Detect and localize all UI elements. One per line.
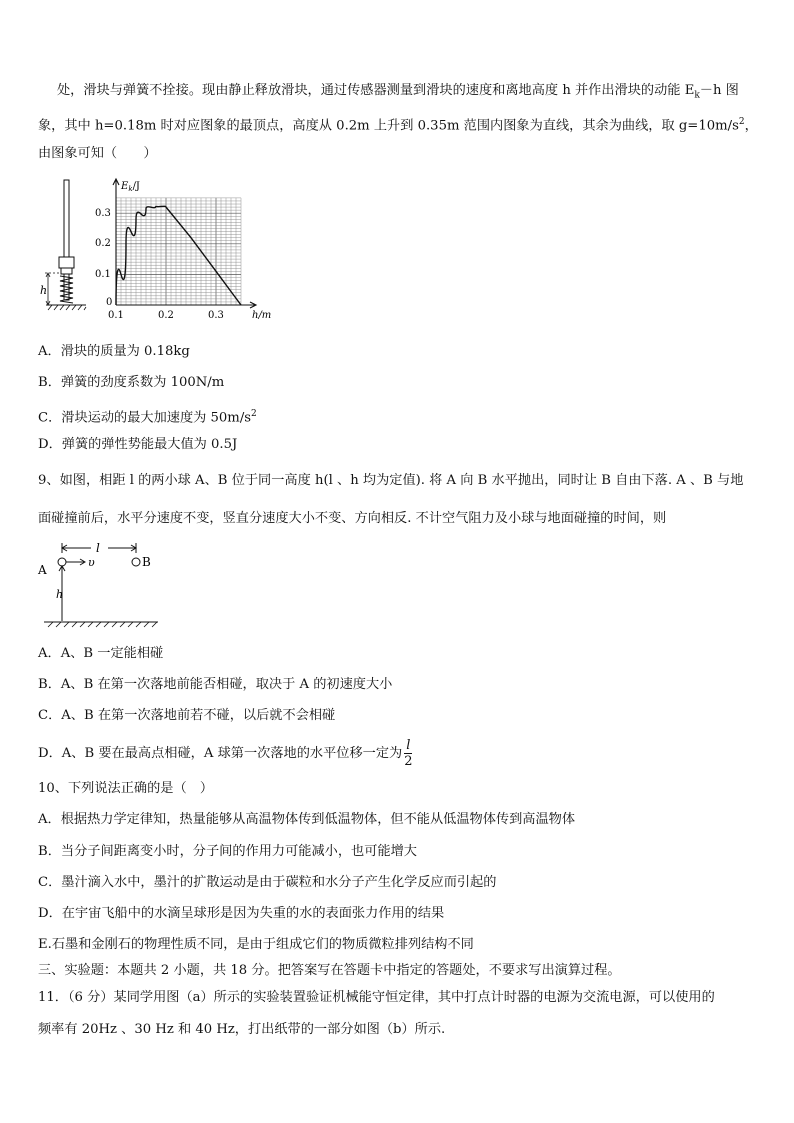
y-tick-label: 0.3	[95, 208, 111, 219]
ball-a	[58, 558, 66, 566]
ek-h-figure	[38, 170, 288, 322]
height-label: h	[40, 284, 48, 297]
label-v: υ	[88, 556, 95, 569]
q10-option-e: E.石墨和金刚石的物理性质不同，是由于组成它们的物质微粒排列结构不同	[38, 937, 474, 952]
y-tick-label: 0.1	[95, 269, 111, 280]
q10-option-b: B．当分子间距离变小时，分子间的作用力可能减小，也可能增大	[38, 844, 417, 859]
q10-option-c: C．墨汁滴入水中，墨汁的扩散运动是由于碳粒和水分子产生化学反应而引起的	[38, 875, 497, 890]
slider-block	[59, 257, 74, 268]
q11-line-1: 11．（6 分）某同学用图（a）所示的实验装置验证机械能守恒定律，其中打点计时器的电源为交流电源，可以使用的	[38, 990, 715, 1005]
label-b: B	[142, 555, 151, 569]
q8-line-2: 象，其中 h=0.18m 时对应图象的最顶点，高度从 0.2m 上升到 0.35m 范围内图象为直线，其余为曲线，取 $g=10m/s^2$，	[38, 117, 758, 134]
spring-apparatus	[45, 180, 86, 310]
q8-option-a: A．滑块的质量为 0.18kg	[38, 344, 190, 359]
q8-line-3: 由图象可知（ ）	[38, 146, 157, 161]
fraction: $\frac{l}{2}$	[404, 738, 413, 769]
q9-option-b: B．A、B 在第一次落地前能否相碰，取决于 A 的初速度大小	[38, 677, 393, 692]
ball-b	[132, 558, 140, 566]
label-l: l	[96, 541, 100, 555]
y-axis-title: $E_k/J$	[121, 181, 140, 193]
section-3-heading: 三、实验题：本题共 2 小题，共 18 分。把答案写在答题卡中指定的答题处，不要求写出演算过程。	[38, 963, 621, 978]
q9-option-c: C．A、B 在第一次落地前若不碰，以后就不会相碰	[38, 708, 336, 723]
q8-option-d: D．弹簧的弹性势能最大值为 0.5J	[38, 437, 238, 452]
q10-option-a: A．根据热力学定律知，热量能够从高温物体传到低温物体，但不能从低温物体传到高温物体	[38, 812, 576, 827]
q8-line-1: 处，滑块与弹簧不拴接。现由静止释放滑块，通过传感器测量到滑块的速度和离地高度 h 并作出滑块的动能 $E_k-h$ 图	[57, 83, 739, 101]
q8-option-b: B．弹簧的劲度系数为 100N/m	[38, 375, 225, 390]
x-tick-label: 0.3	[208, 310, 224, 321]
spring	[60, 276, 73, 303]
q11-line-2: 频率有 20Hz 、30 Hz 和 40 Hz，打出纸带的一部分如图（b）所示.	[38, 1022, 446, 1037]
x-tick-labels	[108, 310, 224, 321]
ground-hatch	[48, 305, 86, 310]
label-a: A	[38, 563, 47, 577]
ground-hatch	[48, 622, 157, 627]
y-tick-labels	[95, 208, 112, 308]
x-tick-label: 0.1	[108, 310, 124, 321]
x-tick-label: 0.2	[158, 310, 174, 321]
q9-option-a: A．A、B 一定能相碰	[38, 646, 164, 661]
y-tick-label: 0	[106, 297, 113, 308]
two-ball-figure	[36, 540, 166, 632]
q9-line-2: 面碰撞前后，水平分速度不变，竖直分速度大小不变、方向相反. 不计空气阻力及小球与地面碰撞的时间，则	[38, 511, 667, 526]
label-h: h	[56, 588, 64, 601]
q10-option-d: D．在宇宙飞船中的水滴呈球形是因为失重的水的表面张力作用的结果	[38, 906, 445, 921]
x-axis-title: h/m	[252, 310, 272, 321]
q9-option-d: D．A、B 要在最高点相碰，A 球第一次落地的水平位移一定为 $\frac{l}{2}$	[38, 738, 413, 769]
y-tick-label: 0.2	[95, 238, 111, 249]
slider-collar	[61, 268, 72, 274]
ek-curve	[116, 206, 241, 305]
chart-grid	[116, 198, 241, 305]
q10-title: 10、下列说法正确的是（ ）	[38, 781, 214, 796]
q9-line-1: 9、如图，相距 l 的两小球 A、B 位于同一高度 h(l 、h 均为定值). 将 A 向 B 水平抛出，同时让 B 自由下落. A 、B 与地	[38, 473, 744, 488]
q8-option-c: C．滑块运动的最大加速度为 $50m/s^2$	[38, 409, 257, 426]
